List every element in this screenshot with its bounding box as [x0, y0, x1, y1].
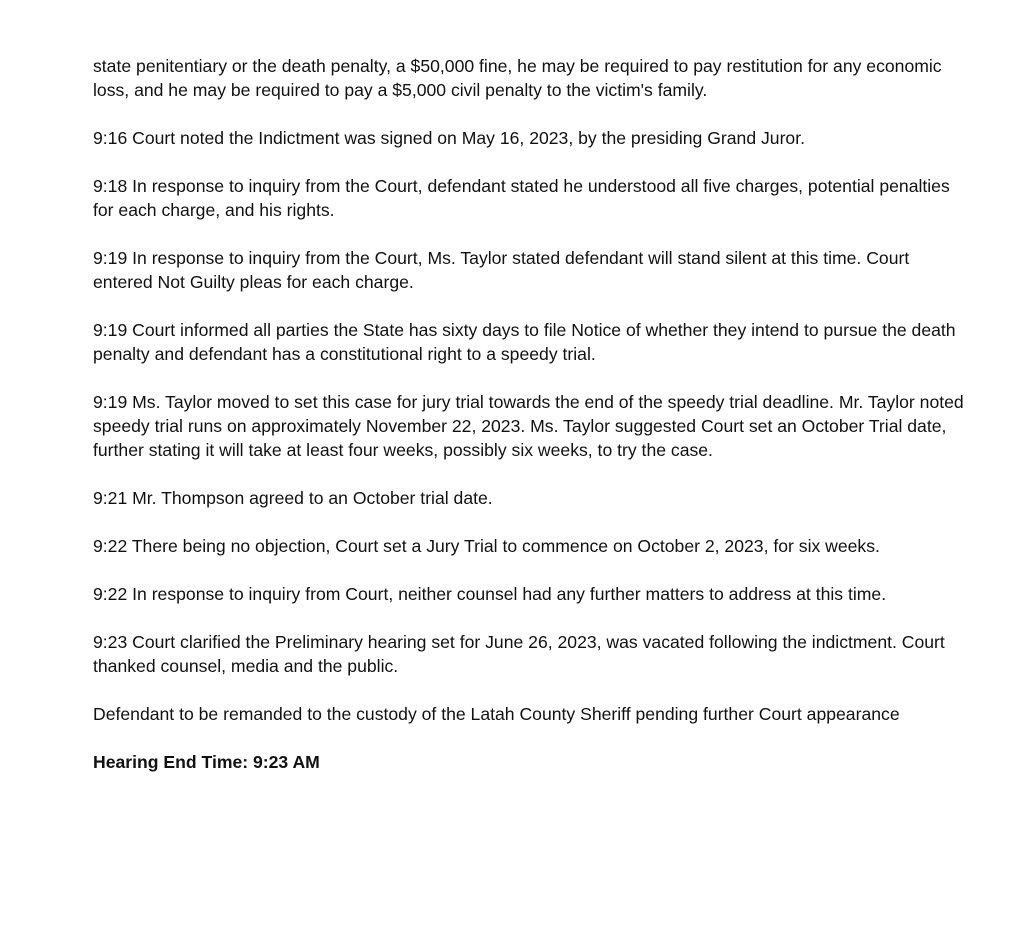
- paragraph-preliminary-vacated: 9:23 Court clarified the Preliminary hearing set for June 26, 2023, was vacated following the indictment. Court thanked counsel, media and the public.: [93, 632, 945, 676]
- paragraph-thompson-agreed: 9:21 Mr. Thompson agreed to an October trial date.: [93, 488, 493, 508]
- hearing-end-time: Hearing End Time: 9:23 AM: [93, 752, 320, 772]
- paragraph-no-further-matters: 9:22 In response to inquiry from Court, neither counsel had any further matters to address at this time.: [93, 584, 887, 604]
- paragraph-remand: Defendant to be remanded to the custody of the Latah County Sheriff pending further Court appearance: [93, 704, 900, 724]
- paragraph-jury-trial-set: 9:22 There being no objection, Court set a Jury Trial to commence on October 2, 2023, for six weeks.: [93, 536, 880, 556]
- paragraph-penalties: state penitentiary or the death penalty, a $50,000 fine, he may be required to pay restitution for any economic loss, and he may be required to pay a $5,000 civil penalty to the victim's family.: [93, 56, 942, 100]
- paragraph-charges-understood: 9:18 In response to inquiry from the Court, defendant stated he understood all five charges, potential penalties for each charge, and his rights.: [93, 176, 950, 220]
- document-page: [93, 54, 973, 798]
- paragraph-not-guilty-pleas: 9:19 In response to inquiry from the Court, Ms. Taylor stated defendant will stand silent at this time. Court entered Not Guilty pleas for each charge.: [93, 248, 910, 292]
- paragraph-indictment-signed: 9:16 Court noted the Indictment was signed on May 16, 2023, by the presiding Grand Juror.: [93, 128, 805, 148]
- paragraph-trial-motion: 9:19 Ms. Taylor moved to set this case for jury trial towards the end of the speedy trial deadline. Mr. Taylor noted speedy trial runs on approximately November 22, 2023. Ms. Taylor suggested Court set an October Trial date, further stating it will take at least four weeks, possibly six weeks, to try the case.: [93, 392, 964, 460]
- paragraph-notice-deadline: 9:19 Court informed all parties the State has sixty days to file Notice of whether they intend to pursue the death penalty and defendant has a constitutional right to a speedy trial.: [93, 320, 956, 364]
